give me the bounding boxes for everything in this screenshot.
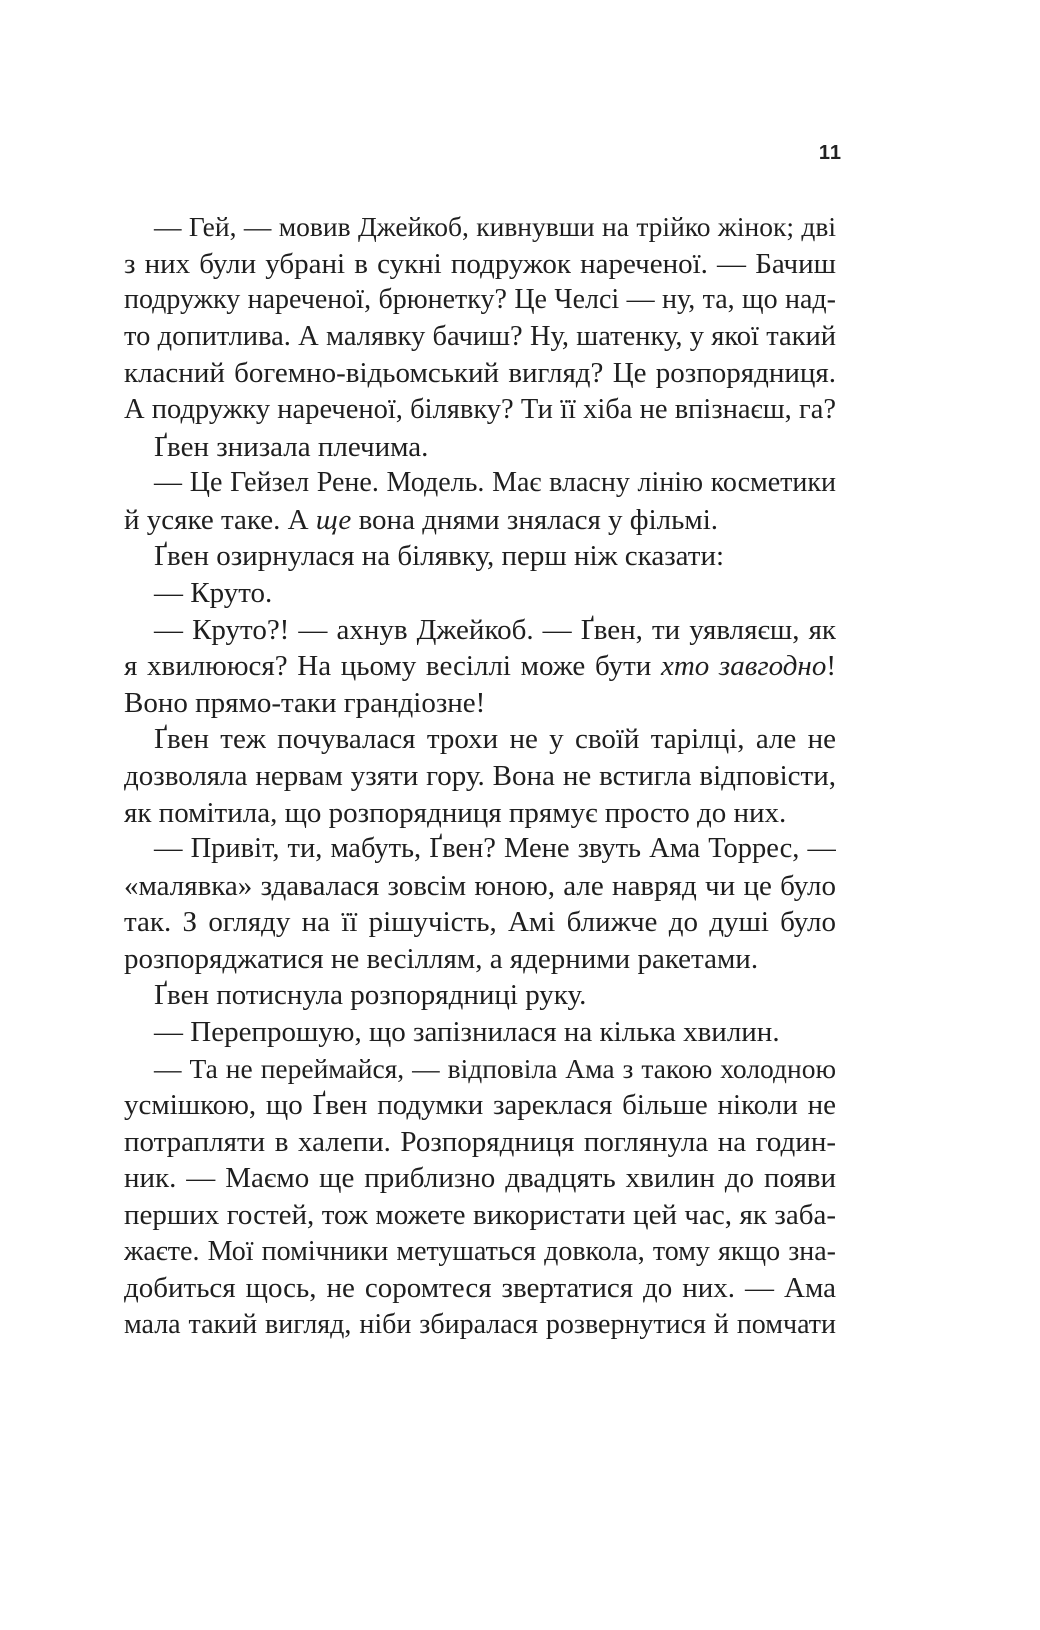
text-segment: Ґвен теж почувалася трохи не у своїй тарілці, але не — [154, 723, 836, 756]
text-segment: Ґвен потиснула розпорядниці руку. — [154, 979, 587, 1012]
text-segment: то допитлива. А малявку бачиш? Ну, шатенку, у якої такий — [124, 320, 836, 352]
text-segment: ! — [826, 650, 836, 683]
text-segment: усмішкою, що Ґвен подумки зареклася більше ніколи не — [124, 1089, 836, 1122]
text-line — [124, 209, 836, 246]
text-line — [124, 758, 836, 795]
text-line — [124, 1160, 836, 1197]
text-line — [124, 721, 836, 758]
text-line — [124, 831, 836, 868]
text-line — [124, 1197, 836, 1234]
text-segment: так. З огляду на її рішучість, Амі ближче до душі було — [124, 906, 836, 939]
page-number: 11 — [818, 142, 842, 164]
text-segment: добиться щось, не соромтеся звертатися до них. — Ама — [124, 1272, 836, 1305]
text-line — [124, 1087, 836, 1124]
text-segment: й усяке таке. А — [124, 503, 316, 536]
text-line — [124, 977, 836, 1014]
text-segment: — Привіт, ти, мабуть, Ґвен? Мене звуть Ама Торрес, — — [154, 833, 836, 865]
text-line — [124, 392, 836, 429]
text-segment: вона днями знялася у фільмі. — [351, 503, 719, 536]
text-line — [124, 246, 836, 283]
book-text-body — [124, 209, 836, 1343]
text-segment: потрапляти в халепи. Розпорядниця поглянула на годин- — [124, 1125, 836, 1158]
italic-text: ще — [315, 503, 352, 536]
text-segment: — Круто?! — ахнув Джейкоб. — Ґвен, ти уявляєш, як — [154, 613, 836, 646]
text-line — [124, 502, 836, 539]
text-line — [124, 612, 836, 649]
text-segment: розпоряджатися не весіллям, а ядерними ракетами. — [124, 942, 759, 975]
text-line — [124, 1014, 836, 1051]
text-segment: мала такий вигляд, ніби збиралася розвернутися й помчати — [124, 1308, 836, 1340]
text-line — [124, 465, 836, 502]
text-segment: як помітила, що розпорядниця прямує просто до них. — [124, 796, 787, 829]
text-line — [124, 1051, 836, 1088]
text-line — [124, 538, 836, 575]
text-line — [124, 685, 836, 722]
text-segment: подружку нареченої, брюнетку? Це Челсі — ну, та, що над- — [124, 284, 836, 316]
text-line — [124, 868, 836, 905]
text-line — [124, 575, 836, 612]
text-line — [124, 429, 836, 466]
text-segment: А подружку нареченої, білявку? Ти її хіба не впізнаєш, га? — [124, 393, 836, 425]
text-line — [124, 1270, 836, 1307]
text-segment: класний богемно-відьомський вигляд? Це розпорядниця. — [124, 357, 836, 390]
text-segment: Ґвен озирнулася на білявку, перш ніж сказати: — [154, 540, 725, 573]
text-segment: — Та не переймайся, — відповіла Ама з такою холодною — [154, 1052, 836, 1084]
text-line — [124, 941, 836, 978]
text-line — [124, 282, 836, 319]
text-segment: — Круто. — [154, 576, 273, 609]
text-line — [124, 1124, 836, 1161]
text-line — [124, 1307, 836, 1344]
text-segment: ник. — Маємо ще приблизно двадцять хвилин до появи — [124, 1162, 836, 1195]
text-segment: жаєте. Мої помічники метушаться довкола, тому якщо зна- — [124, 1235, 836, 1267]
text-segment: — Гей, — мовив Джейкоб, кивнувши на трійко жінок; дві — [154, 211, 836, 242]
text-line — [124, 355, 836, 392]
text-line — [124, 1234, 836, 1271]
italic-text: хто завгодно — [660, 650, 827, 683]
text-line — [124, 319, 836, 356]
text-line — [124, 795, 836, 832]
text-segment: перших гостей, тож можете використати цей час, як заба- — [124, 1199, 836, 1232]
text-line — [124, 904, 836, 941]
text-segment: Ґвен знизала плечима. — [154, 430, 429, 463]
text-line — [124, 648, 836, 685]
text-segment: Воно прямо-таки грандіозне! — [124, 686, 486, 719]
text-segment: я хвилююся? На цьому весіллі може бути — [124, 650, 661, 683]
text-segment: — Це Гейзел Рене. Модель. Має власну лінію косметики — [154, 467, 836, 499]
text-segment: — Перепрошую, що запізнилася на кілька хвилин. — [154, 1016, 780, 1049]
text-segment: з них були убрані в сукні подружок нареченої. — Бачиш — [124, 247, 836, 280]
text-segment: дозволяла нервам узяти гору. Вона не встигла відповісти, — [124, 759, 836, 792]
text-segment: «малявка» здавалася зовсім юною, але навряд чи це було — [124, 869, 836, 902]
